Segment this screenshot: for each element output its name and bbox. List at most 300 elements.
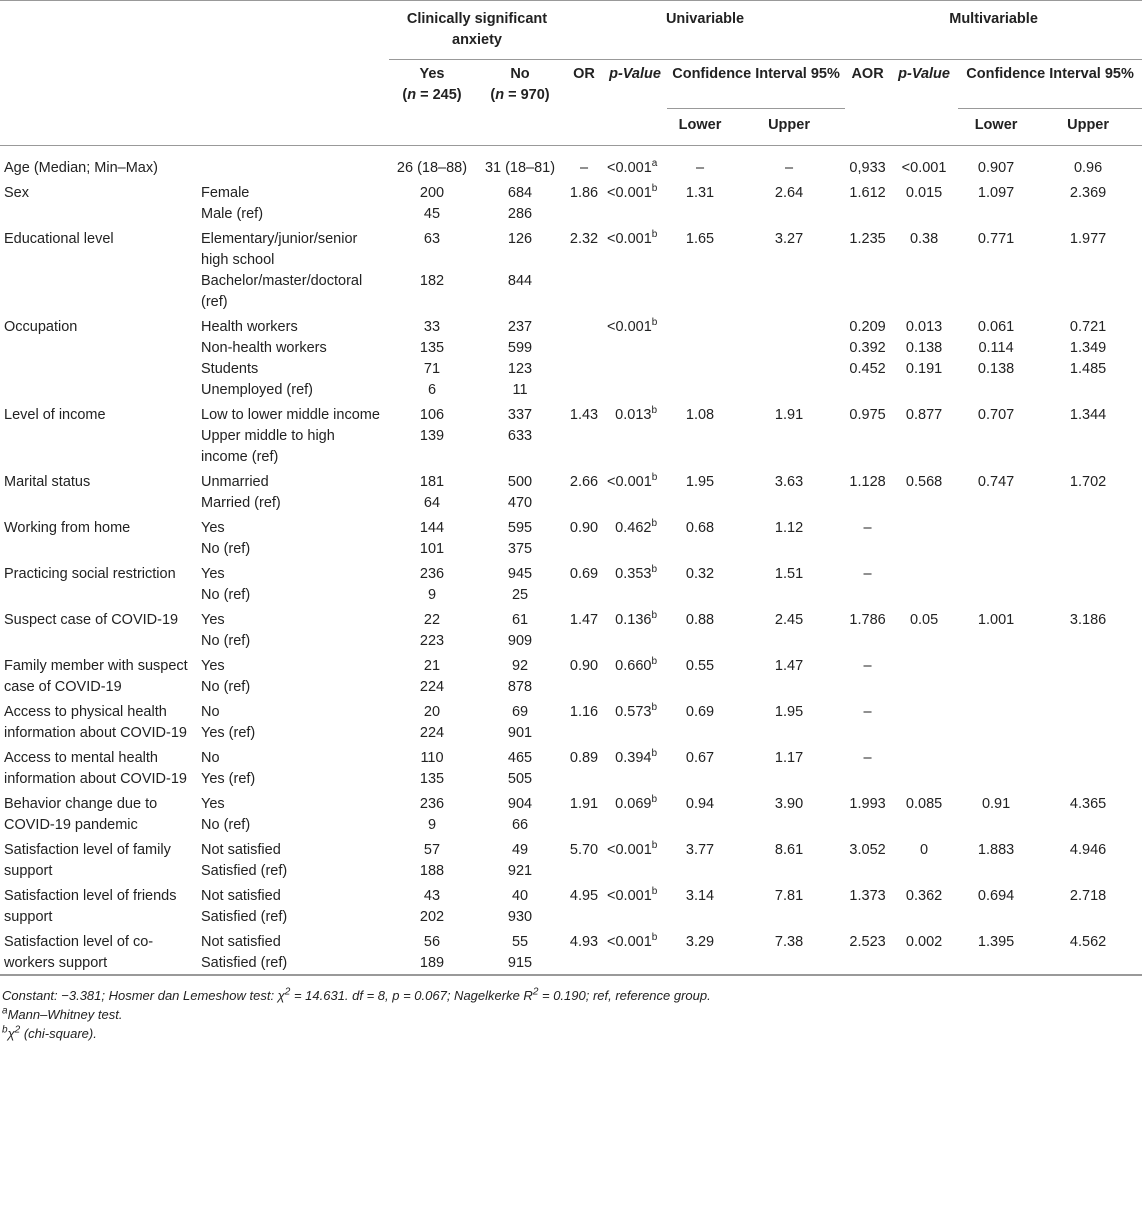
cell-lo: 1.65: [685, 231, 715, 247]
variable-name: [0, 426, 197, 468]
cell-p: [603, 723, 667, 744]
table-row: [0, 179, 1142, 204]
cell-p: <0.001$^b$: [607, 932, 658, 950]
cell-aor: 1.373: [849, 888, 886, 904]
cell-up: [733, 585, 845, 606]
category-label: Bachelor/master/doctoral (ref): [201, 273, 363, 310]
header-upper-multi: Upper: [1067, 117, 1110, 133]
cell-p2: 0.568: [905, 474, 943, 490]
cell-p: <0.001$^b$: [607, 840, 658, 858]
variable-name: Sex: [4, 185, 29, 201]
variable-name: Level of income: [4, 407, 106, 423]
cell-p: [603, 426, 667, 468]
cell-yes: 188: [419, 863, 445, 879]
cell-no: 375: [507, 541, 533, 557]
table-row: [0, 698, 1142, 723]
cell-no: 915: [507, 955, 533, 971]
cell-lo2: [958, 652, 1034, 677]
cell-lo2: [958, 560, 1034, 585]
cell-p: <0.001$^b$: [607, 229, 658, 247]
cell-up2: [1034, 698, 1142, 723]
cell-up2: [1034, 677, 1142, 698]
cell-p2: 0.05: [909, 612, 939, 628]
cell-p2: [890, 652, 958, 677]
cell-p: [603, 815, 667, 836]
cell-p2: [890, 953, 958, 975]
cell-p: [603, 769, 667, 790]
cell-or: [565, 861, 603, 882]
cell-up: [733, 359, 845, 380]
cell-no: 92: [511, 658, 529, 674]
cell-or: [565, 271, 603, 313]
table-row: [0, 539, 1142, 560]
cell-lo2: [958, 769, 1034, 790]
cell-yes: 189: [419, 955, 445, 971]
cell-p: [603, 539, 667, 560]
cell-aor: [845, 380, 890, 401]
cell-lo: [667, 677, 733, 698]
cell-p2: [890, 514, 958, 539]
cell-aor: –: [863, 566, 872, 582]
table-body: [0, 146, 1142, 975]
table-row: [0, 882, 1142, 907]
cell-p2: 0.002: [905, 934, 943, 950]
variable-name: Working from home: [4, 520, 131, 536]
cell-lo2: [958, 815, 1034, 836]
footnote-model: Constant: −3.381; Hosmer dan Lemeshow test: $\chi^2 = 14.631$. df = 8, p = 0.067; Nagelkerke $R^2 = 0.190$; ref, reference group.: [2, 986, 711, 1003]
cell-no: 595: [507, 520, 533, 536]
cell-up2: [1034, 861, 1142, 882]
table-row: [0, 313, 1142, 338]
cell-yes: 21: [423, 658, 441, 674]
category-label: [197, 146, 389, 180]
cell-p: [603, 585, 667, 606]
cell-p: 0.394$^b$: [615, 748, 658, 766]
cell-p: 0.013$^b$: [615, 405, 658, 423]
category-label: Upper middle to high income (ref): [201, 428, 335, 465]
variable-name: [0, 585, 197, 606]
category-label: Students: [201, 361, 259, 377]
category-label: No: [201, 704, 220, 720]
cell-or: 4.95: [569, 888, 599, 904]
cell-lo2: [958, 677, 1034, 698]
category-label: Satisfied (ref): [201, 863, 288, 879]
cell-p2: [890, 723, 958, 744]
cell-p: [603, 861, 667, 882]
cell-p: [603, 338, 667, 359]
cell-lo: 0.88: [685, 612, 715, 628]
cell-aor: [845, 631, 890, 652]
cell-lo: 0.94: [685, 796, 715, 812]
category-label: Male (ref): [201, 206, 264, 222]
cell-yes: 135: [419, 771, 445, 787]
category-label: Elementary/junior/senior high school: [201, 231, 358, 268]
cell-up2: [1034, 769, 1142, 790]
cell-up2: [1034, 907, 1142, 928]
variable-name: Educational level: [4, 231, 114, 247]
cell-lo2: 0.694: [977, 888, 1015, 904]
cell-aor: 0,933: [849, 160, 886, 176]
cell-p2: [890, 631, 958, 652]
cell-aor: [845, 769, 890, 790]
cell-p: [603, 271, 667, 313]
header-pvalue: p-Value: [609, 66, 661, 82]
cell-or: [565, 723, 603, 744]
cell-up: 2.64: [774, 185, 804, 201]
cell-no: 11: [512, 382, 528, 398]
cell-lo2: 0.707: [977, 407, 1015, 423]
cell-p2: [890, 493, 958, 514]
category-label: Yes: [201, 658, 225, 674]
cell-lo2: 1.395: [977, 934, 1015, 950]
category-label: No (ref): [201, 541, 251, 557]
category-label: Satisfied (ref): [201, 909, 288, 925]
cell-p2: 0.877: [905, 407, 943, 423]
cell-up: 2.45: [774, 612, 804, 628]
cell-yes: 224: [419, 725, 445, 741]
cell-p2: [890, 907, 958, 928]
cell-p2: [890, 744, 958, 769]
footnote-a: $^a$Mann–Whitney test.: [2, 1005, 123, 1022]
cell-lo: [667, 723, 733, 744]
table-row: [0, 585, 1142, 606]
cell-yes: 181: [419, 474, 445, 490]
cell-aor: [845, 861, 890, 882]
cell-up2: [1034, 271, 1142, 313]
category-label: No (ref): [201, 633, 251, 649]
header-ci-multi: Confidence Interval 95%: [958, 60, 1142, 109]
cell-or: [565, 426, 603, 468]
category-label: Yes: [201, 612, 225, 628]
cell-up: –: [785, 160, 794, 176]
cell-p2: [890, 380, 958, 401]
cell-up2: 4.946: [1069, 842, 1107, 858]
table-row: [0, 652, 1142, 677]
cell-lo2: [958, 514, 1034, 539]
cell-no: 500: [507, 474, 533, 490]
header-ci: Confidence Interval 95%: [667, 60, 845, 109]
cell-up: [733, 271, 845, 313]
table-row: [0, 928, 1142, 953]
cell-yes: 43: [423, 888, 441, 904]
cell-lo: 3.77: [685, 842, 715, 858]
variable-name: Access to physical health information about COVID-19: [4, 704, 187, 741]
table-row: [0, 606, 1142, 631]
category-label: Married (ref): [201, 495, 281, 511]
table-row: [0, 271, 1142, 313]
cell-p2: 0.015: [905, 185, 943, 201]
cell-lo2: [958, 204, 1034, 225]
cell-aor: [845, 204, 890, 225]
cell-no: 123: [507, 361, 533, 377]
cell-lo2: [958, 585, 1034, 606]
cell-yes: 223: [419, 633, 445, 649]
cell-up2: [1034, 380, 1142, 401]
cell-p2: [890, 769, 958, 790]
cell-lo: 0.55: [685, 658, 715, 674]
cell-p2: [890, 677, 958, 698]
variable-name: Family member with suspect case of COVID-19: [4, 658, 188, 695]
cell-p: 0.660$^b$: [615, 656, 658, 674]
cell-no: 286: [507, 206, 533, 222]
cell-yes: 33: [423, 319, 441, 335]
cell-no: 945: [507, 566, 533, 582]
cell-yes: 144: [419, 520, 445, 536]
header-anxiety-group: Clinically significant anxiety: [389, 1, 565, 60]
cell-yes: 20: [423, 704, 441, 720]
cell-p2: [890, 271, 958, 313]
cell-yes: 139: [419, 428, 445, 444]
cell-up2: [1034, 953, 1142, 975]
variable-name: [0, 359, 197, 380]
cell-yes: 9: [427, 587, 437, 603]
category-label: Low to lower middle income: [201, 407, 380, 423]
cell-up2: 2.369: [1069, 185, 1107, 201]
cell-up2: [1034, 493, 1142, 514]
cell-no: 909: [507, 633, 533, 649]
cell-or: 2.66: [569, 474, 599, 490]
cell-up2: 3.186: [1069, 612, 1107, 628]
cell-or: 0.69: [569, 566, 599, 582]
cell-yes: 135: [419, 340, 445, 356]
cell-p: <0.001$^b$: [607, 472, 658, 490]
cell-lo: [667, 204, 733, 225]
cell-up2: 4.562: [1069, 934, 1107, 950]
cell-up: 3.90: [774, 796, 804, 812]
cell-no: 844: [507, 273, 533, 289]
cell-no: 901: [507, 725, 533, 741]
cell-up: 1.12: [774, 520, 804, 536]
cell-aor: [845, 493, 890, 514]
cell-no: 337: [507, 407, 533, 423]
header-yes: Yes (n = 245): [402, 66, 462, 103]
cell-up2: 1.977: [1069, 231, 1107, 247]
cell-up: 1.17: [774, 750, 804, 766]
cell-lo2: [958, 631, 1034, 652]
cell-aor: 1.235: [849, 231, 886, 247]
cell-up2: 2.718: [1069, 888, 1107, 904]
table-row: [0, 359, 1142, 380]
header-multivariable: Multivariable: [845, 1, 1142, 60]
cell-aor: 0.975: [849, 407, 886, 423]
cell-lo2: [958, 723, 1034, 744]
cell-yes: 64: [423, 495, 441, 511]
cell-no: 465: [507, 750, 533, 766]
cell-p: <0.001$^b$: [607, 317, 658, 335]
variable-name: [0, 204, 197, 225]
cell-up: 8.61: [774, 842, 804, 858]
category-label: No: [201, 750, 220, 766]
cell-or: [565, 338, 603, 359]
cell-aor: 1.128: [849, 474, 886, 490]
cell-p: 0.353$^b$: [615, 564, 658, 582]
cell-up2: [1034, 560, 1142, 585]
category-label: Unemployed (ref): [201, 382, 314, 398]
variable-name: Satisfaction level of friends support: [4, 888, 177, 925]
table-row: [0, 790, 1142, 815]
cell-p2: <0.001: [901, 160, 947, 176]
cell-up2: [1034, 585, 1142, 606]
cell-or: 1.43: [569, 407, 599, 423]
cell-or: 2.32: [569, 231, 599, 247]
cell-or: [565, 907, 603, 928]
category-label: Non-health workers: [201, 340, 327, 356]
cell-no: 126: [507, 231, 533, 247]
table-row: [0, 493, 1142, 514]
cell-lo: [667, 426, 733, 468]
cell-or: 4.93: [569, 934, 599, 950]
cell-or: 1.86: [569, 185, 599, 201]
cell-yes: 182: [419, 273, 445, 289]
header-lower: Lower: [678, 117, 722, 133]
cell-lo2: 0.771: [977, 231, 1015, 247]
cell-up: [733, 313, 845, 338]
table-row: [0, 744, 1142, 769]
cell-no: 470: [507, 495, 533, 511]
table-row: [0, 631, 1142, 652]
variable-name: Age (Median; Min–Max): [4, 160, 158, 176]
cell-p: [603, 493, 667, 514]
cell-p2: [890, 815, 958, 836]
cell-no: 505: [507, 771, 533, 787]
cell-lo: [667, 815, 733, 836]
cell-aor: [845, 271, 890, 313]
cell-aor: 1.612: [849, 185, 886, 201]
cell-lo: 1.08: [685, 407, 715, 423]
cell-up: 1.91: [774, 407, 804, 423]
category-label: Not satisfied: [201, 842, 281, 858]
cell-up2: 1.344: [1069, 407, 1107, 423]
cell-lo2: [958, 271, 1034, 313]
cell-aor: [845, 677, 890, 698]
cell-lo: 3.29: [685, 934, 715, 950]
cell-no: 684: [507, 185, 533, 201]
cell-lo: 0.69: [685, 704, 715, 720]
cell-lo: 1.95: [685, 474, 715, 490]
cell-aor: [845, 585, 890, 606]
cell-lo: 0.32: [685, 566, 715, 582]
cell-lo2: 1.001: [977, 612, 1015, 628]
category-label: Not satisfied: [201, 934, 281, 950]
table-row: [0, 225, 1142, 271]
cell-yes: 224: [419, 679, 445, 695]
table-row: [0, 401, 1142, 426]
cell-or: [565, 359, 603, 380]
category-label: Yes: [201, 566, 225, 582]
cell-lo2: 0.907: [977, 160, 1015, 176]
cell-up: [733, 338, 845, 359]
cell-up: [733, 815, 845, 836]
cell-p2: 0.191: [905, 361, 943, 377]
cell-lo2: 0.138: [977, 361, 1015, 377]
cell-aor: [845, 907, 890, 928]
cell-yes: 200: [419, 185, 445, 201]
cell-p: [603, 631, 667, 652]
cell-lo: [667, 539, 733, 560]
category-label: Satisfied (ref): [201, 955, 288, 971]
cell-up2: [1034, 539, 1142, 560]
cell-lo: [667, 907, 733, 928]
cell-lo: [667, 380, 733, 401]
cell-no: 921: [507, 863, 533, 879]
cell-or: [565, 493, 603, 514]
cell-p2: 0.38: [909, 231, 939, 247]
cell-or: [565, 815, 603, 836]
category-label: No (ref): [201, 679, 251, 695]
cell-or: 1.47: [569, 612, 599, 628]
cell-up: [733, 204, 845, 225]
cell-p: [603, 204, 667, 225]
cell-no: 55: [511, 934, 529, 950]
cell-lo: [667, 338, 733, 359]
table-row: [0, 338, 1142, 359]
cell-aor: 0.392: [849, 340, 886, 356]
cell-lo2: [958, 953, 1034, 975]
cell-aor: [845, 953, 890, 975]
category-label: Yes: [201, 520, 225, 536]
cell-no: 633: [507, 428, 533, 444]
cell-lo: [667, 861, 733, 882]
cell-p: [603, 380, 667, 401]
cell-or: [565, 953, 603, 975]
cell-up: [733, 907, 845, 928]
header-pvalue-multi: p-Value: [898, 66, 950, 82]
cell-or: [565, 769, 603, 790]
category-label: Yes (ref): [201, 771, 256, 787]
cell-p2: [890, 861, 958, 882]
cell-up: [733, 493, 845, 514]
cell-lo: [667, 953, 733, 975]
footnote-b: $^b\chi^2$ (chi-square).: [2, 1024, 97, 1041]
cell-aor: [845, 426, 890, 468]
header-upper: Upper: [768, 117, 810, 133]
cell-p2: [890, 539, 958, 560]
cell-lo: [667, 769, 733, 790]
table-row: [0, 514, 1142, 539]
cell-lo: 0.68: [685, 520, 715, 536]
cell-lo: 1.31: [685, 185, 715, 201]
cell-aor: [845, 815, 890, 836]
cell-up: [733, 539, 845, 560]
cell-yes: 26 (18–88): [396, 160, 468, 176]
cell-yes: 202: [419, 909, 445, 925]
cell-p: 0.573$^b$: [615, 702, 658, 720]
category-label: No (ref): [201, 817, 251, 833]
cell-up2: [1034, 631, 1142, 652]
cell-lo2: 0.061: [977, 319, 1015, 335]
cell-aor: –: [863, 520, 872, 536]
cell-p: [603, 953, 667, 975]
cell-yes: 236: [419, 566, 445, 582]
cell-yes: 6: [427, 382, 437, 398]
cell-p2: 0: [920, 842, 929, 858]
cell-lo: 0.67: [685, 750, 715, 766]
cell-up: 3.27: [774, 231, 804, 247]
cell-yes: 45: [423, 206, 441, 222]
header-univariable: Univariable: [565, 1, 845, 60]
cell-p2: 0.013: [905, 319, 943, 335]
cell-yes: 236: [419, 796, 445, 812]
cell-or: [565, 313, 603, 338]
variable-name: [0, 338, 197, 359]
cell-no: 66: [511, 817, 529, 833]
cell-no: 69: [511, 704, 529, 720]
cell-no: 40: [511, 888, 529, 904]
cell-no: 599: [507, 340, 533, 356]
cell-p2: [890, 560, 958, 585]
cell-lo2: [958, 861, 1034, 882]
cell-yes: 57: [423, 842, 441, 858]
